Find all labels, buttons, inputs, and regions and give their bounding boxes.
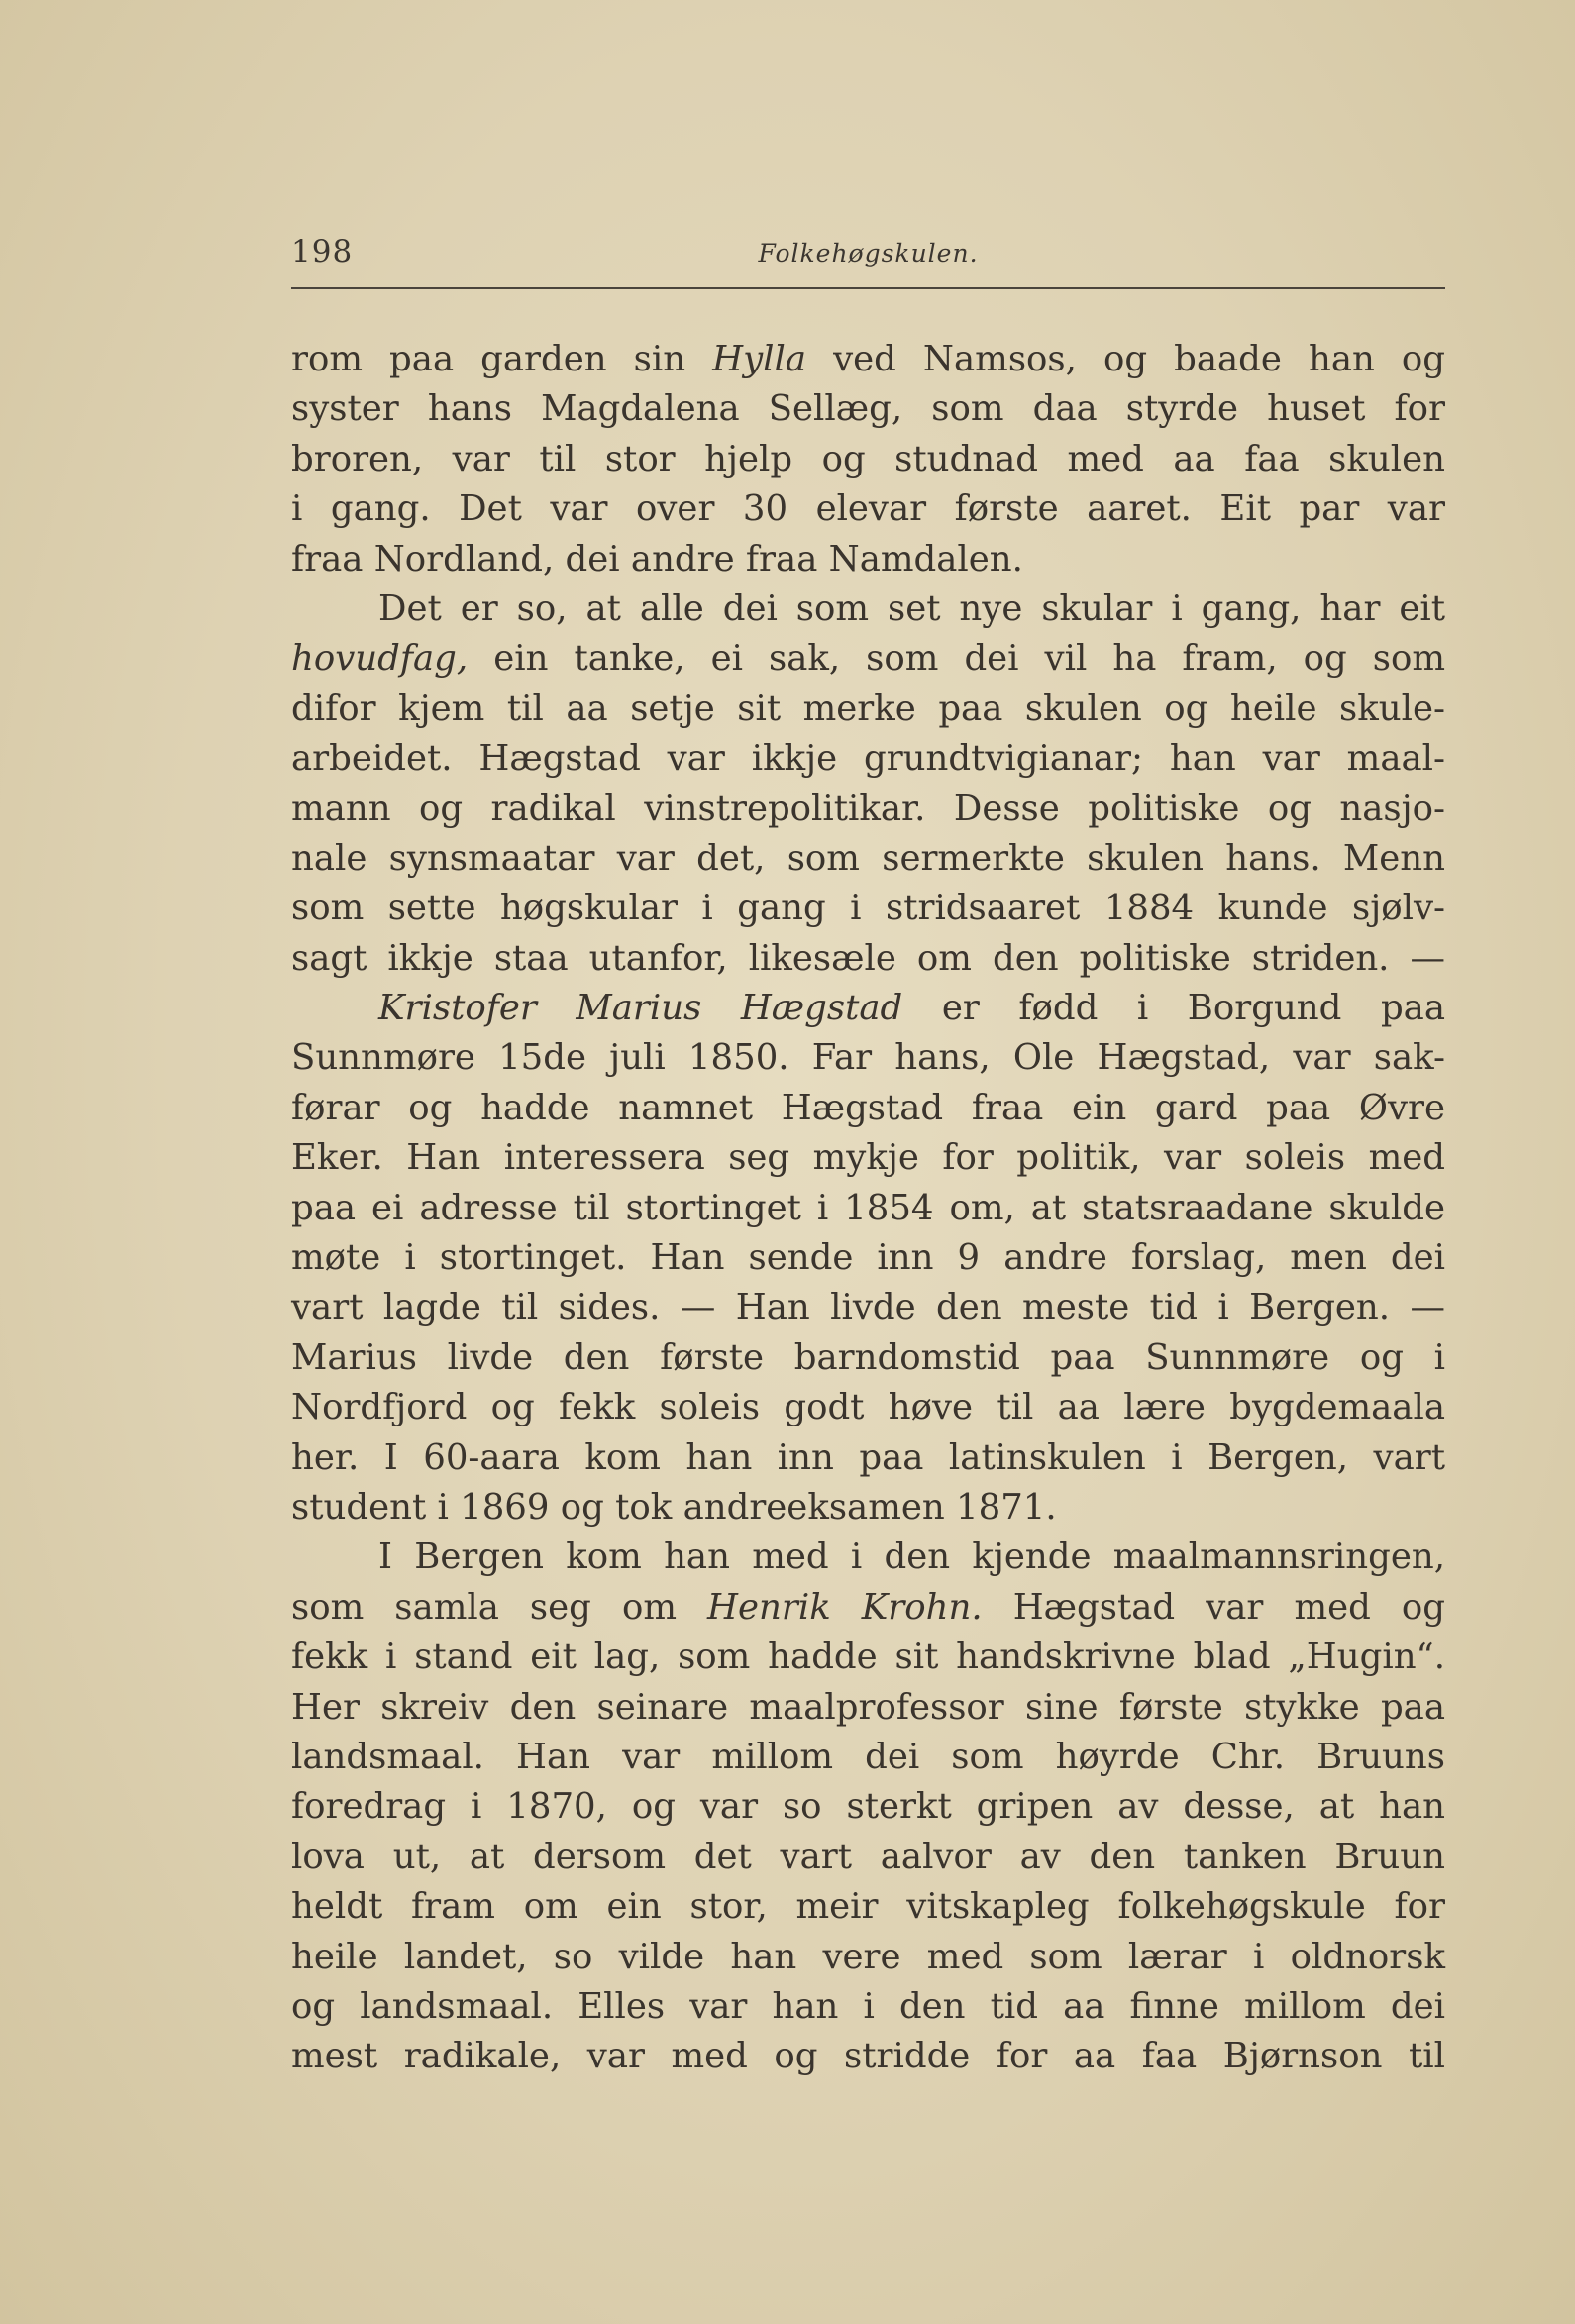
text-line: student i 1869 og tok andreeksamen 1871.	[291, 1486, 1057, 1528]
text-line: heile landet, so vilde han vere med som lærar i oldnorsk	[291, 1936, 1445, 1977]
text-line: her. I 60-aara kom han inn paa latinskulen i Bergen, vart	[291, 1436, 1445, 1478]
text-line: fraa Nordland, dei andre fraa Namdalen.	[291, 538, 1023, 580]
text-line: fekk i stand eit lag, som hadde sit handskrivne blad „Hugin“.	[291, 1637, 1445, 1678]
text-line: møte i stortinget. Han sende inn 9 andre forslag, men dei	[291, 1237, 1445, 1279]
text-line: Kristofer Marius Hægstad er fødd i Borgund paa	[378, 988, 1445, 1029]
text-line: I Bergen kom han med i den kjende maalmannsringen,	[378, 1536, 1445, 1578]
text-line: Nordfjord og fekk soleis godt høve til aa lære bygdemaala	[291, 1387, 1445, 1428]
text-line: Det er so, at alle dei som set nye skular i gang, har eit	[378, 587, 1445, 629]
header-rule	[291, 287, 1445, 289]
text-line: landsmaal. Han var millom dei som høyrde Chr. Bruuns	[291, 1736, 1445, 1777]
running-title: Folkehøgskulen.	[758, 239, 979, 267]
page-header	[291, 234, 1445, 277]
text-line: Marius livde den første barndomstid paa Sunnmøre og i	[291, 1336, 1445, 1378]
text-line: mest radikale, var med og stridde for aa faa Bjørnson til	[291, 2036, 1445, 2077]
page-number: 198	[291, 234, 354, 269]
text-line: heldt fram om ein stor, meir vitskapleg folkehøgskule for	[291, 1886, 1445, 1928]
text-line: difor kjem til aa setje sit merke paa skulen og heile skule-	[291, 687, 1445, 729]
text-line: hovudfag, ein tanke, ei sak, som dei vil ha fram, og som	[291, 638, 1445, 680]
text-line: syster hans Magdalena Sellæg, som daa styrde huset for	[291, 388, 1445, 430]
text-line: Eker. Han interessera seg mykje for politik, var soleis med	[291, 1137, 1445, 1179]
term-italic: hovudfag,	[291, 638, 469, 680]
text-line: i gang. Det var over 30 elevar første aaret. Eit par var	[291, 488, 1445, 530]
text-line: foredrag i 1870, og var so sterkt gripen av desse, at han	[291, 1786, 1445, 1828]
text-line: sagt ikkje staa utanfor, likesæle om den politiske striden. —	[291, 937, 1445, 979]
text-line: broren, var til stor hjelp og studnad med aa faa skulen	[291, 438, 1445, 479]
text-line: førar og hadde namnet Hægstad fraa ein gard paa Øvre	[291, 1087, 1445, 1128]
text-line: rom paa garden sin Hylla ved Namsos, og baade han og	[291, 339, 1445, 379]
text-line: nale synsmaatar var det, som sermerkte skulen hans. Menn	[291, 837, 1445, 879]
text-line: Her skreiv den seinare maalprofessor sine første stykke paa	[291, 1686, 1445, 1728]
body-text	[291, 335, 1445, 2082]
text-line: lova ut, at dersom det vart aalvor av den tanken Bruun	[291, 1836, 1445, 1877]
text-line: som samla seg om Henrik Krohn. Hægstad var med og	[291, 1586, 1446, 1628]
text-line: vart lagde til sides. — Han livde den meste tid i Bergen. —	[291, 1287, 1445, 1328]
text-line: og landsmaal. Elles var han i den tid aa finne millom dei	[291, 1985, 1445, 2027]
text-line: som sette høgskular i gang i stridsaaret 1884 kunde sjølv-	[291, 888, 1445, 929]
place-name-italic: Hylla	[712, 339, 807, 379]
person-name-italic: Kristofer Marius Hægstad	[378, 988, 903, 1029]
text-line: paa ei adresse til stortinget i 1854 om, at statsraadane skulde	[291, 1187, 1445, 1228]
person-name-italic: Henrik Krohn.	[707, 1586, 983, 1628]
text-line: mann og radikal vinstrepolitikar. Desse politiske og nasjo-	[291, 788, 1445, 829]
text-line: Sunnmøre 15de juli 1850. Far hans, Ole Hægstad, var sak-	[291, 1037, 1445, 1079]
text-line: arbeidet. Hægstad var ikkje grundtvigianar; han var maal-	[291, 738, 1445, 780]
